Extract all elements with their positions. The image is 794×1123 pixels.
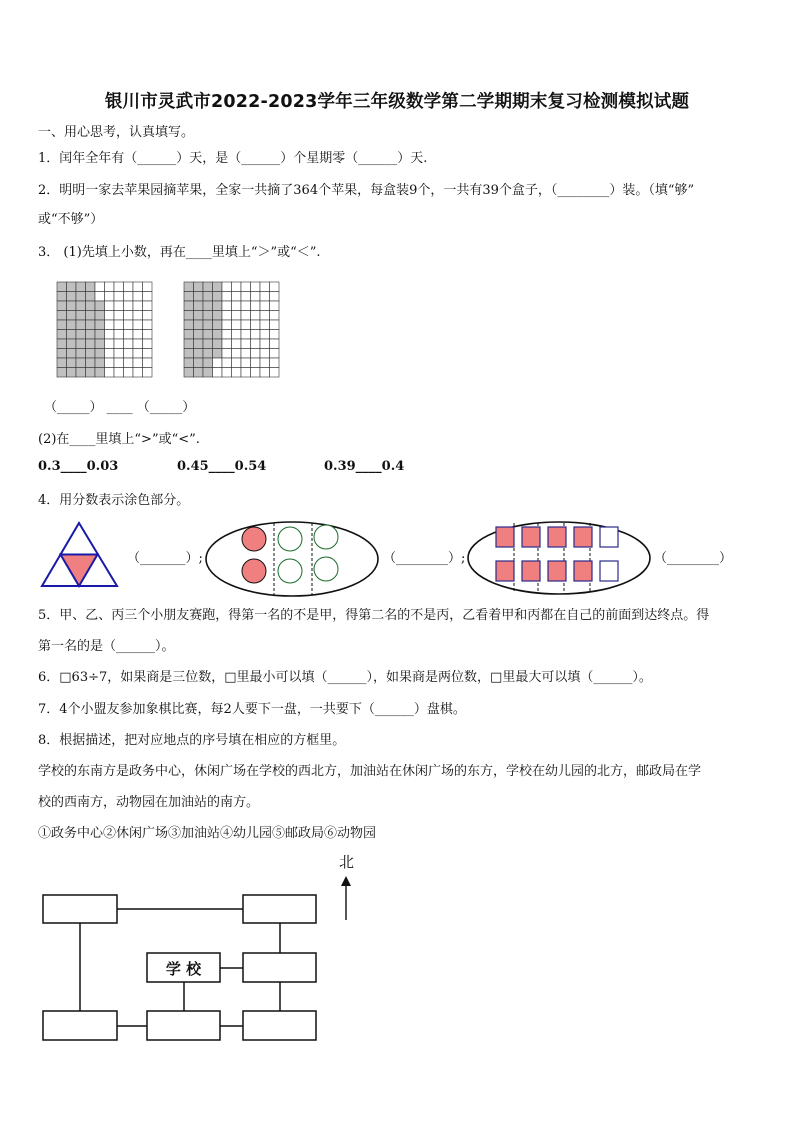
grid-cell	[76, 320, 86, 330]
grid-cell	[222, 368, 232, 378]
page-title: 银川市灵武市2022-2023学年三年级数学第二学期期末复习检测模拟试题	[104, 92, 690, 112]
grid-cell	[114, 320, 124, 330]
grid-cell	[67, 311, 77, 321]
grid-cell	[241, 311, 251, 321]
grid-cell	[114, 311, 124, 321]
grid-cell	[105, 330, 115, 340]
grid-cell	[194, 292, 204, 302]
grid-cell	[95, 330, 105, 340]
grid-cell	[57, 349, 67, 359]
grid-cell	[270, 368, 280, 378]
grid-cell	[143, 292, 153, 302]
grid-cell	[260, 311, 270, 321]
grid-cell	[133, 311, 143, 321]
grid-cell	[232, 320, 242, 330]
grid-cell	[76, 358, 86, 368]
grid-cell	[86, 311, 96, 321]
grid-cell	[232, 349, 242, 359]
question-2-line2: 或“不够”）	[38, 212, 104, 227]
grid-cell	[143, 330, 153, 340]
grid-cell	[124, 368, 134, 378]
grid-cell	[213, 292, 223, 302]
grid-cell	[143, 349, 153, 359]
grid-cell	[194, 320, 204, 330]
grid-cell	[260, 320, 270, 330]
grid-cell	[143, 368, 153, 378]
grid-cell	[241, 349, 251, 359]
grid-cell	[232, 358, 242, 368]
grid-cell	[86, 339, 96, 349]
comparison-3: 0.39____0.4	[324, 459, 405, 474]
grid-cell	[251, 339, 261, 349]
question-3-part1: 3． (1)先填上小数，再在____里填上“＞”或“＜”.	[38, 245, 321, 260]
grid-cell	[57, 311, 67, 321]
grid-cell	[124, 301, 134, 311]
grid-cell	[105, 282, 115, 292]
grid-cell	[124, 292, 134, 302]
grid-cell	[213, 368, 223, 378]
grid-cell	[232, 368, 242, 378]
grid-cell	[67, 320, 77, 330]
grid-cell	[133, 301, 143, 311]
grid-cell	[114, 330, 124, 340]
grid-cell	[251, 301, 261, 311]
grid-cell	[76, 282, 86, 292]
grid-cell	[114, 349, 124, 359]
grid-cell	[76, 311, 86, 321]
grid-cell	[86, 320, 96, 330]
grid-cell	[57, 292, 67, 302]
question-8-description-1: 学校的东南方是政务中心，休闲广场在学校的西北方，加油站在休闲广场的东方，学校在幼儿园的北方，邮政局在学	[38, 764, 702, 779]
grid-cell	[133, 330, 143, 340]
grid-cell	[76, 339, 86, 349]
question-5-line2: 第一名的是（______）。	[38, 639, 175, 654]
triangle-figure	[40, 521, 120, 589]
question-2-line1: 2．明明一家去苹果园摘苹果，全家一共摘了364个苹果，每盒装9个，一共有39个盒子，（________）装。（填“够”	[38, 183, 695, 198]
grid-cell	[105, 320, 115, 330]
grid-cell	[203, 330, 213, 340]
grid-cell	[57, 358, 67, 368]
grid-cell	[222, 358, 232, 368]
grid-cell	[270, 330, 280, 340]
map-box-bottom-middle[interactable]	[147, 1011, 220, 1040]
grid-cell	[203, 320, 213, 330]
grid-cell	[251, 358, 261, 368]
grid-cell	[57, 330, 67, 340]
grid-cell	[203, 301, 213, 311]
grid-cell	[124, 358, 134, 368]
map-box-top-left[interactable]	[43, 895, 117, 923]
question-4-blank-3: （________）	[654, 551, 733, 566]
grid-cell	[222, 339, 232, 349]
ellipse-squares-figure	[466, 519, 652, 597]
grid-cell	[76, 368, 86, 378]
question-7: 7．4个小盟友参加象棋比赛，每2人要下一盘，一共要下（______）盘棋。	[38, 702, 466, 717]
grid-cell	[133, 358, 143, 368]
grid-cell	[270, 301, 280, 311]
grid-cell	[133, 320, 143, 330]
grid-cell	[194, 282, 204, 292]
grid-cell	[67, 358, 77, 368]
grid-cell	[105, 358, 115, 368]
grid-cell	[95, 339, 105, 349]
grid-cell	[86, 368, 96, 378]
north-label: 北	[339, 853, 355, 871]
grid-cell	[67, 368, 77, 378]
grid-cell	[241, 358, 251, 368]
grid-cell	[95, 301, 105, 311]
grid-cell	[67, 339, 77, 349]
grid-cell	[270, 339, 280, 349]
grid-cell	[222, 330, 232, 340]
grid-cell	[260, 349, 270, 359]
grid-cell	[95, 349, 105, 359]
grid-cell	[133, 368, 143, 378]
grid-cell	[232, 282, 242, 292]
section-heading: 一、用心思考，认真填写。	[38, 125, 195, 140]
grid-cell	[95, 282, 105, 292]
grid-cell	[184, 368, 194, 378]
grid-cell	[241, 330, 251, 340]
grid-cell	[251, 311, 261, 321]
grid-cell	[194, 330, 204, 340]
map-box-top-right[interactable]	[243, 895, 316, 923]
grid-cell	[76, 301, 86, 311]
grid-cell	[184, 311, 194, 321]
question-4-blank-2: （________）;	[383, 551, 466, 566]
grid-cell	[213, 320, 223, 330]
grid-cell	[203, 292, 213, 302]
grid-cell	[241, 282, 251, 292]
grid-cell	[260, 282, 270, 292]
grid-figure-right	[184, 282, 280, 378]
grid-cell	[57, 339, 67, 349]
grid-cell	[251, 330, 261, 340]
map-box-middle-right[interactable]	[243, 953, 316, 982]
grid-cell	[203, 311, 213, 321]
question-8-options: ①政务中心②休闲广场③加油站④幼儿园⑤邮政局⑥动物园	[38, 826, 377, 841]
grid-cell	[222, 282, 232, 292]
grid-cell	[114, 301, 124, 311]
map-box-bottom-left[interactable]	[43, 1011, 117, 1040]
grid-cell	[232, 330, 242, 340]
grid-cell	[143, 339, 153, 349]
grid-cell	[57, 320, 67, 330]
grid-cell	[67, 301, 77, 311]
grid-cell	[251, 292, 261, 302]
grid-cell	[124, 311, 134, 321]
grid-cell	[143, 358, 153, 368]
grid-cell	[194, 368, 204, 378]
grid-cell	[213, 282, 223, 292]
grid-cell	[133, 339, 143, 349]
grid-cell	[105, 311, 115, 321]
grid-cell	[260, 339, 270, 349]
grid-cell	[95, 320, 105, 330]
grid-cell	[213, 358, 223, 368]
grid-cell	[194, 339, 204, 349]
grid-cell	[124, 339, 134, 349]
grid-cell	[133, 349, 143, 359]
grid-cell	[260, 368, 270, 378]
grid-figure-left	[57, 282, 153, 378]
grid-cell	[105, 292, 115, 302]
question-8: 8．根据描述，把对应地点的序号填在相应的方框里。	[38, 733, 346, 748]
grid-cell	[124, 282, 134, 292]
grid-cell	[86, 292, 96, 302]
question-8-description-2: 校的西南方，动物园在加油站的南方。	[38, 795, 260, 810]
grid-cell	[184, 282, 194, 292]
grid-cell	[143, 301, 153, 311]
grid-cell	[213, 349, 223, 359]
grid-cell	[203, 368, 213, 378]
grid-cell	[57, 301, 67, 311]
grid-cell	[114, 339, 124, 349]
grid-cell	[203, 358, 213, 368]
comparison-2: 0.45____0.54	[177, 459, 267, 474]
grid-cell	[105, 349, 115, 359]
grid-cell	[241, 368, 251, 378]
grid-cell	[57, 282, 67, 292]
question-5-line1: 5．甲、乙、丙三个小朋友赛跑，得第一名的不是甲，得第二名的不是丙，乙看着甲和丙都在自己的前面到达终点。得	[38, 608, 710, 623]
grid-cell	[133, 292, 143, 302]
grid-cell	[270, 358, 280, 368]
grid-cell	[95, 368, 105, 378]
comparison-1: 0.3____0.03	[38, 459, 119, 474]
grid-cell	[114, 368, 124, 378]
map-box-bottom-right[interactable]	[243, 1011, 316, 1040]
grid-cell	[203, 349, 213, 359]
question-1: 1．闰年全年有（______）天，是（______）个星期零（______）天.	[38, 151, 428, 166]
grid-cell	[260, 292, 270, 302]
grid-cell	[241, 339, 251, 349]
grid-cell	[184, 349, 194, 359]
grid-cell	[222, 349, 232, 359]
grid-cell	[105, 368, 115, 378]
grid-cell	[86, 358, 96, 368]
grid-cell	[270, 292, 280, 302]
grid-cell	[213, 339, 223, 349]
grid-cell	[203, 339, 213, 349]
grid-cell	[232, 339, 242, 349]
grid-cell	[232, 311, 242, 321]
grid-cell	[124, 320, 134, 330]
grid-cell	[184, 330, 194, 340]
grid-cell	[86, 330, 96, 340]
grid-cell	[260, 330, 270, 340]
grid-cell	[270, 282, 280, 292]
grid-cell	[184, 301, 194, 311]
grid-cell	[213, 311, 223, 321]
grid-cell	[76, 349, 86, 359]
grid-cell	[241, 301, 251, 311]
question-3-part2: (2)在____里填上“>”或“<”.	[38, 432, 200, 447]
grid-cell	[114, 292, 124, 302]
grid-cell	[222, 320, 232, 330]
grid-cell	[124, 349, 134, 359]
grid-cell	[105, 301, 115, 311]
grid-cell	[184, 292, 194, 302]
question-3-blanks: （_____） ____ （_____）	[44, 400, 196, 415]
question-4-blank-1: （_______）;	[127, 551, 203, 566]
grid-cell	[95, 358, 105, 368]
grid-cell	[105, 339, 115, 349]
grid-cell	[222, 292, 232, 302]
grid-cell	[67, 330, 77, 340]
grid-cell	[67, 282, 77, 292]
grid-cell	[194, 301, 204, 311]
grid-cell	[222, 301, 232, 311]
grid-cell	[222, 311, 232, 321]
grid-cell	[241, 320, 251, 330]
grid-cell	[270, 320, 280, 330]
grid-cell	[86, 301, 96, 311]
grid-cell	[76, 292, 86, 302]
grid-cell	[251, 368, 261, 378]
grid-cell	[194, 349, 204, 359]
grid-cell	[184, 339, 194, 349]
grid-cell	[67, 292, 77, 302]
grid-cell	[143, 311, 153, 321]
question-4: 4．用分数表示涂色部分。	[38, 493, 190, 508]
grid-cell	[260, 301, 270, 311]
grid-cell	[270, 349, 280, 359]
north-arrow-icon	[338, 876, 354, 922]
grid-cell	[95, 292, 105, 302]
grid-cell	[241, 292, 251, 302]
grid-cell	[184, 320, 194, 330]
grid-cell	[251, 282, 261, 292]
grid-cell	[67, 349, 77, 359]
grid-cell	[114, 282, 124, 292]
grid-cell	[114, 358, 124, 368]
grid-cell	[57, 368, 67, 378]
grid-cell	[270, 311, 280, 321]
grid-cell	[203, 282, 213, 292]
grid-cell	[251, 349, 261, 359]
grid-cell	[124, 330, 134, 340]
grid-cell	[133, 282, 143, 292]
question-6: 6．□63÷7，如果商是三位数，□里最小可以填（______），如果商是两位数，□里最大可以填（______）。	[38, 670, 652, 685]
grid-cell	[260, 358, 270, 368]
ellipse-circles-figure	[204, 519, 380, 599]
grid-cell	[251, 320, 261, 330]
grid-cell	[86, 349, 96, 359]
grid-cell	[194, 358, 204, 368]
grid-cell	[213, 330, 223, 340]
grid-cell	[86, 282, 96, 292]
grid-cell	[194, 311, 204, 321]
grid-cell	[232, 301, 242, 311]
grid-cell	[143, 282, 153, 292]
grid-cell	[143, 320, 153, 330]
location-map	[40, 890, 325, 1045]
grid-cell	[232, 292, 242, 302]
grid-cell	[76, 330, 86, 340]
grid-cell	[213, 301, 223, 311]
school-label: 学 校	[165, 960, 202, 978]
grid-cell	[184, 358, 194, 368]
grid-cell	[95, 311, 105, 321]
